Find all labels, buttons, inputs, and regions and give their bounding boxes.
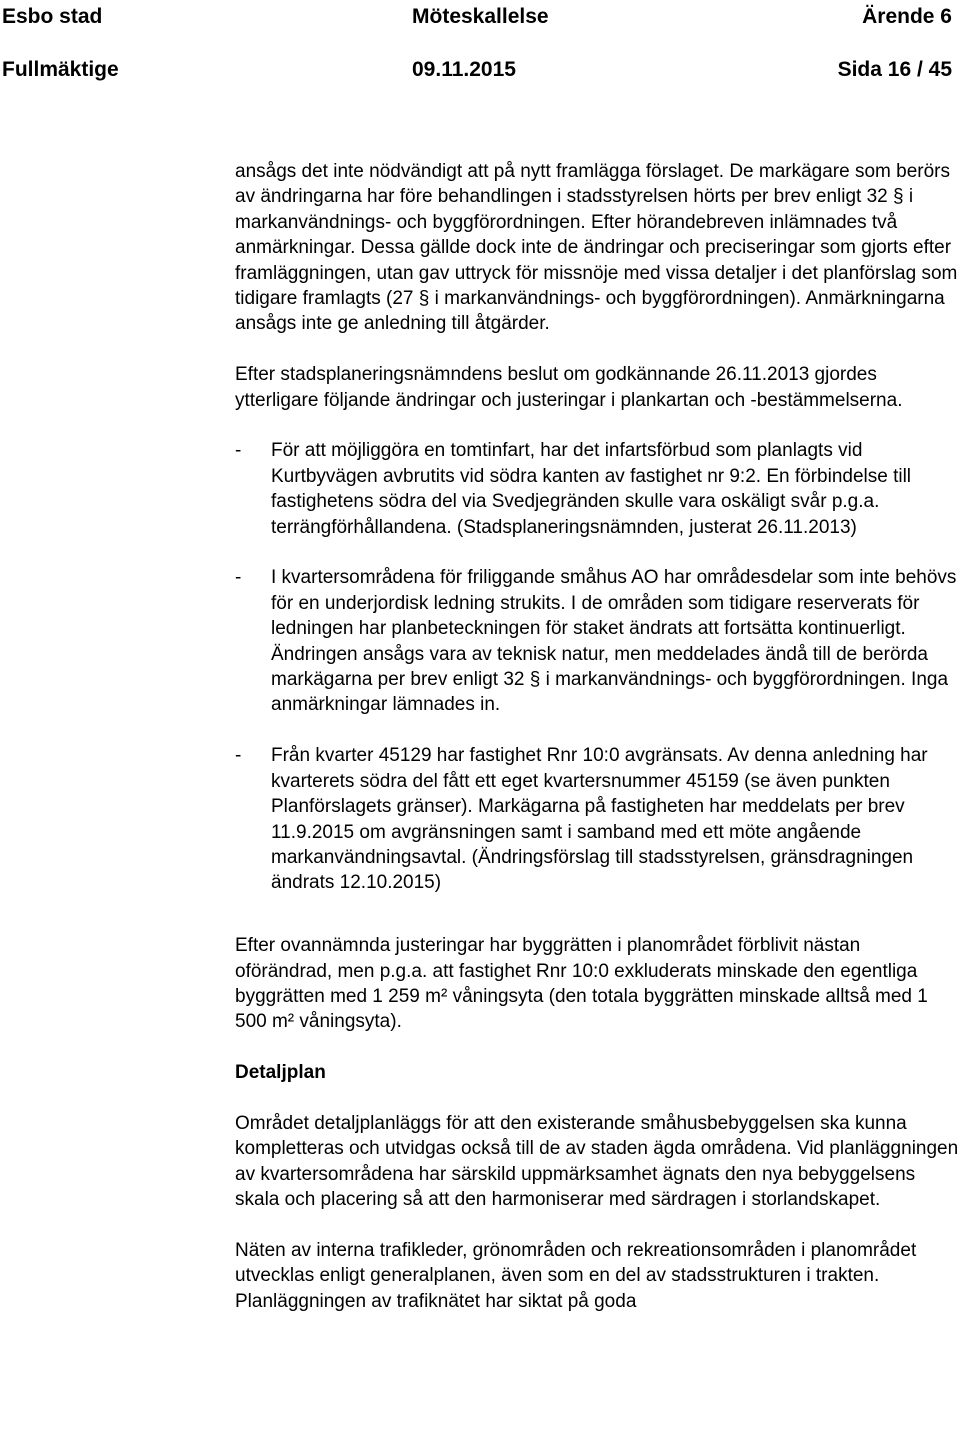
list-item	[235, 743, 959, 895]
header-body: Fullmäktige	[2, 58, 119, 81]
adjustments-list	[235, 438, 959, 895]
header-date: 09.11.2015	[412, 58, 516, 81]
paragraph-detailed-plan: Området detaljplanläggs för att den existerande småhusbebyggelsen ska kunna kompletteras och utvidgas också till de av staden ägda områdena. Vid planläggningen av kvartersområdena har särskild uppmärksamhet ägnats den nya bebyggelsens skala och placering så att den harmoniserar med särdragen i storlandskapet.	[235, 1112, 959, 1211]
paragraph-networks: Näten av interna trafikleder, grönområden och rekreationsområden i planområdet utvecklas enligt generalplanen, även som en del av stadsstrukturen i trakten. Planläggningen av trafiknätet har siktat på goda	[235, 1239, 917, 1312]
header-page-number: Sida 16 / 45	[837, 58, 952, 81]
paragraph-remarks: ansågs det inte nödvändigt att på nytt framlägga förslaget. De markägare som berörs av ändringarna har före behandlingen i stadsstyrelsen hörts per brev enligt 32 § i markanvändnings- och byggförordningen. Efter hörandebreven inlämnades två anmärkningar. Dessa gällde dock inte de ändringar och preciseringar som gjorts efter framläggningen, utan gav uttryck för missnöje med vissa detaljer i det planförslag som tidigare framlagts (27 § i markanvändnings- och byggförordningen). Anmärkningarna ansågs inte ge anledning till åtgärder.	[235, 161, 958, 335]
section-spacer	[235, 921, 959, 933]
list-item-text: Från kvarter 45129 har fastighet Rnr 10:0 avgränsats. Av denna anledning har kvarterets södra del fått ett eget kvartersnummer 45159 (se även punkten Planförslagets gränser). Markägarna på fastigheten har meddelats per brev 11.9.2015 om avgränsningen samt i samband med ett möte angående markanvändningsavtal. (Ändringsförslag till stadsstyrelsen, gränsdragningen ändrats 12.10.2015)	[271, 745, 928, 894]
header-document-type: Möteskallelse	[412, 5, 549, 28]
list-item-text: För att möjliggöra en tomtinfart, har det infartsförbud som planlagts vid Kurtbyvägen avbrutits vid södra kanten av fastighet nr 9:2. En förbindelse till fastighetens södra del via Svedjegränden skulle vara oskäligt svår p.g.a. terrängförhållandena. (Stadsplaneringsnämnden, justerat 26.11.2013)	[271, 440, 912, 538]
bullet-marker: -	[235, 567, 242, 589]
bullet-marker: -	[235, 745, 242, 767]
header-item-number: Ärende 6	[862, 5, 952, 28]
bullet-marker: -	[235, 440, 242, 462]
header-organization: Esbo stad	[2, 5, 103, 28]
paragraph-building-rights: Efter ovannämnda justeringar har byggrätten i planområdet förblivit nästan oförändrad, men p.g.a. att fastighet Rnr 10:0 exkluderats minskade den egentliga byggrätten med 1 259 m² våningsyta (den totala byggrätten minskade alltså med 1 500 m² våningsyta).	[235, 935, 928, 1033]
paragraph-adjustments-intro: Efter stadsplaneringsnämndens beslut om godkännande 26.11.2013 gjordes ytterligare följande ändringar och justeringar i plankartan och -bestämmelserna.	[235, 364, 903, 411]
section-heading-detaljplan: Detaljplan	[235, 1062, 326, 1084]
document-body	[235, 159, 959, 1340]
list-item-text: I kvartersområdena för friliggande småhus AO har områdesdelar som inte behövs för en underjordisk ledning strukits. I de områden som tidigare reserverats för ledningen har planbeteckningen för staket ändrats att fortsätta kontinuerligt. Ändringen ansågs vara av teknisk natur, men meddelades ändå till de berörda markägarna per brev enligt 32 § i markanvändnings- och byggförordningen. Inga anmärkningar lämnades in.	[271, 567, 957, 716]
list-item	[235, 438, 959, 540]
list-item	[235, 565, 959, 717]
